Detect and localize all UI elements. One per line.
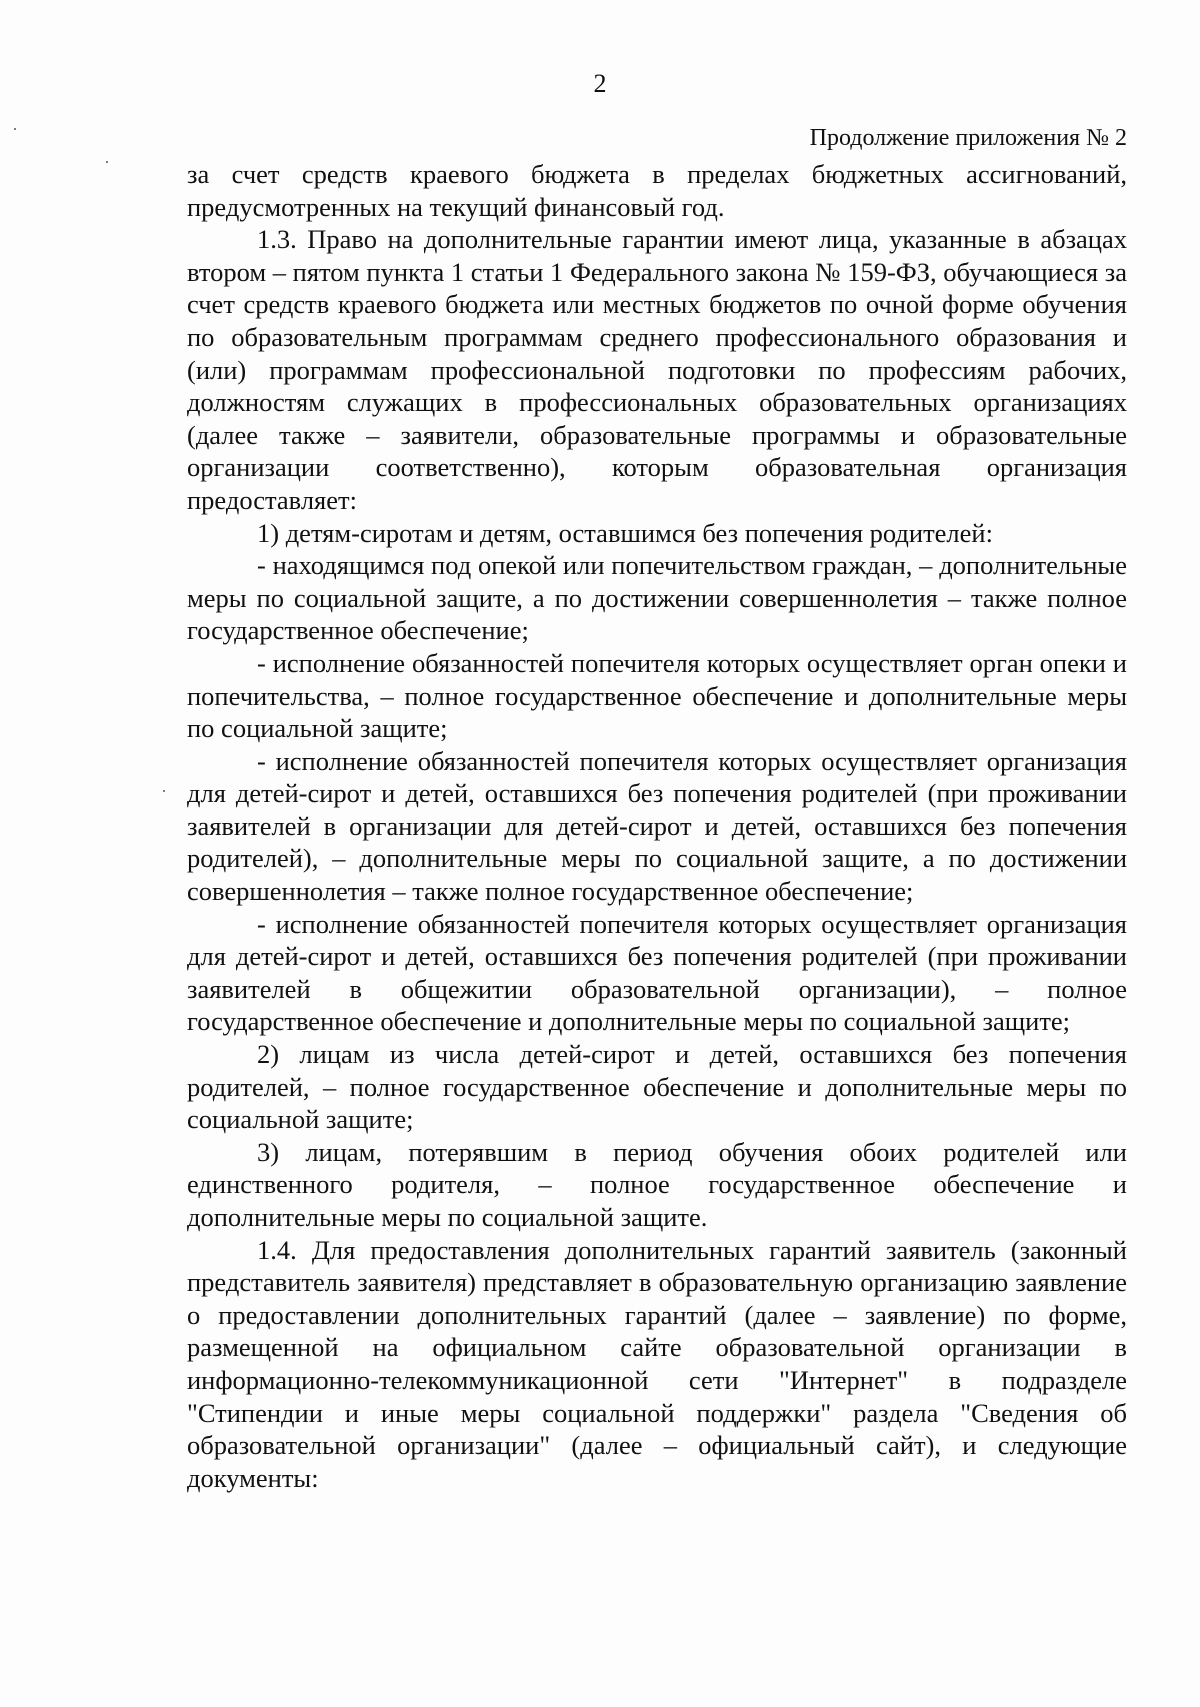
paragraph-item-1-custody-authority: - исполнение обязанностей попечителя которых осуществляет орган опеки и попечительства, – полное государственное обеспечение и дополнительные меры по социальной защите;	[187, 647, 1127, 744]
scan-artifact-dot	[106, 161, 108, 163]
document-body	[187, 158, 1127, 1494]
paragraph-1-4: 1.4. Для предоставления дополнительных гарантий заявитель (законный представитель заявителя) представляет в образовательную организацию заявление о предоставлении дополнительных гарантий (далее – заявление) по форме, размещенной на официальном сайте образовательной организации в информационно-телекоммуникационной сети "Интернет" в подразделе "Стипендии и иные меры социальной поддержки" раздела "Сведения об образовательной организации" (далее – официальный сайт), и следующие документы:	[187, 1234, 1127, 1493]
paragraph-1-3: 1.3. Право на дополнительные гарантии имеют лица, указанные в абзацах втором – пятом пункта 1 статьи 1 Федерального закона № 159-ФЗ, обучающиеся за счет средств краевого бюджета или местных бюджетов по очной форме обучения по образовательным программам среднего профессионального образования и (или) программам профессиональной подготовки по профессиям рабочих, должностям служащих в профессиональных образовательных организациях (далее также – заявители, образовательные программы и образовательные организации соответственно), которым образовательная организация предоставляет:	[187, 224, 1127, 515]
appendix-continuation-note: Продолжение приложения № 2	[809, 125, 1127, 151]
paragraph-item-1: 1) детям-сиротам и детям, оставшимся без попечения родителей:	[257, 517, 993, 548]
page-number: 2	[593, 69, 607, 98]
paragraph-item-3: 3) лицам, потерявшим в период обучения обоих родителей или единственного родителя, – полное государственное обеспечение и дополнительные меры по социальной защите.	[187, 1136, 1127, 1232]
paragraph-item-2: 2) лицам из числа детей-сирот и детей, оставшихся без попечения родителей, – полное государственное обеспечение и дополнительные меры по социальной защите;	[187, 1039, 1127, 1135]
paragraph-continuation: за счет средств краевого бюджета в пределах бюджетных ассигнований, предусмотренных на текущий финансовый год.	[187, 159, 1127, 222]
scan-artifact-dot	[163, 790, 165, 792]
paragraph-item-1-guardianship: - находящимся под опекой или попечительством граждан, – дополнительные меры по социальной защите, а по достижении совершеннолетия – также полное государственное обеспечение;	[187, 550, 1127, 646]
paragraph-item-1-dormitory: - исполнение обязанностей попечителя которых осуществляет организация для детей-сирот и детей, оставшихся без попечения родителей (при проживании заявителей в общежитии образовательной организации), – полное государственное обеспечение и дополнительные меры по социальной защите;	[187, 908, 1127, 1037]
paragraph-item-1-orphan-organization: - исполнение обязанностей попечителя которых осуществляет организация для детей-сирот и детей, оставшихся без попечения родителей (при проживании заявителей в организации для детей-сирот и детей, оставшихся без попечения родителей), – дополнительные меры по социальной защите, а по достижении совершеннолетия – также полное государственное обеспечение;	[187, 745, 1127, 907]
scan-artifact-dot	[14, 128, 16, 130]
